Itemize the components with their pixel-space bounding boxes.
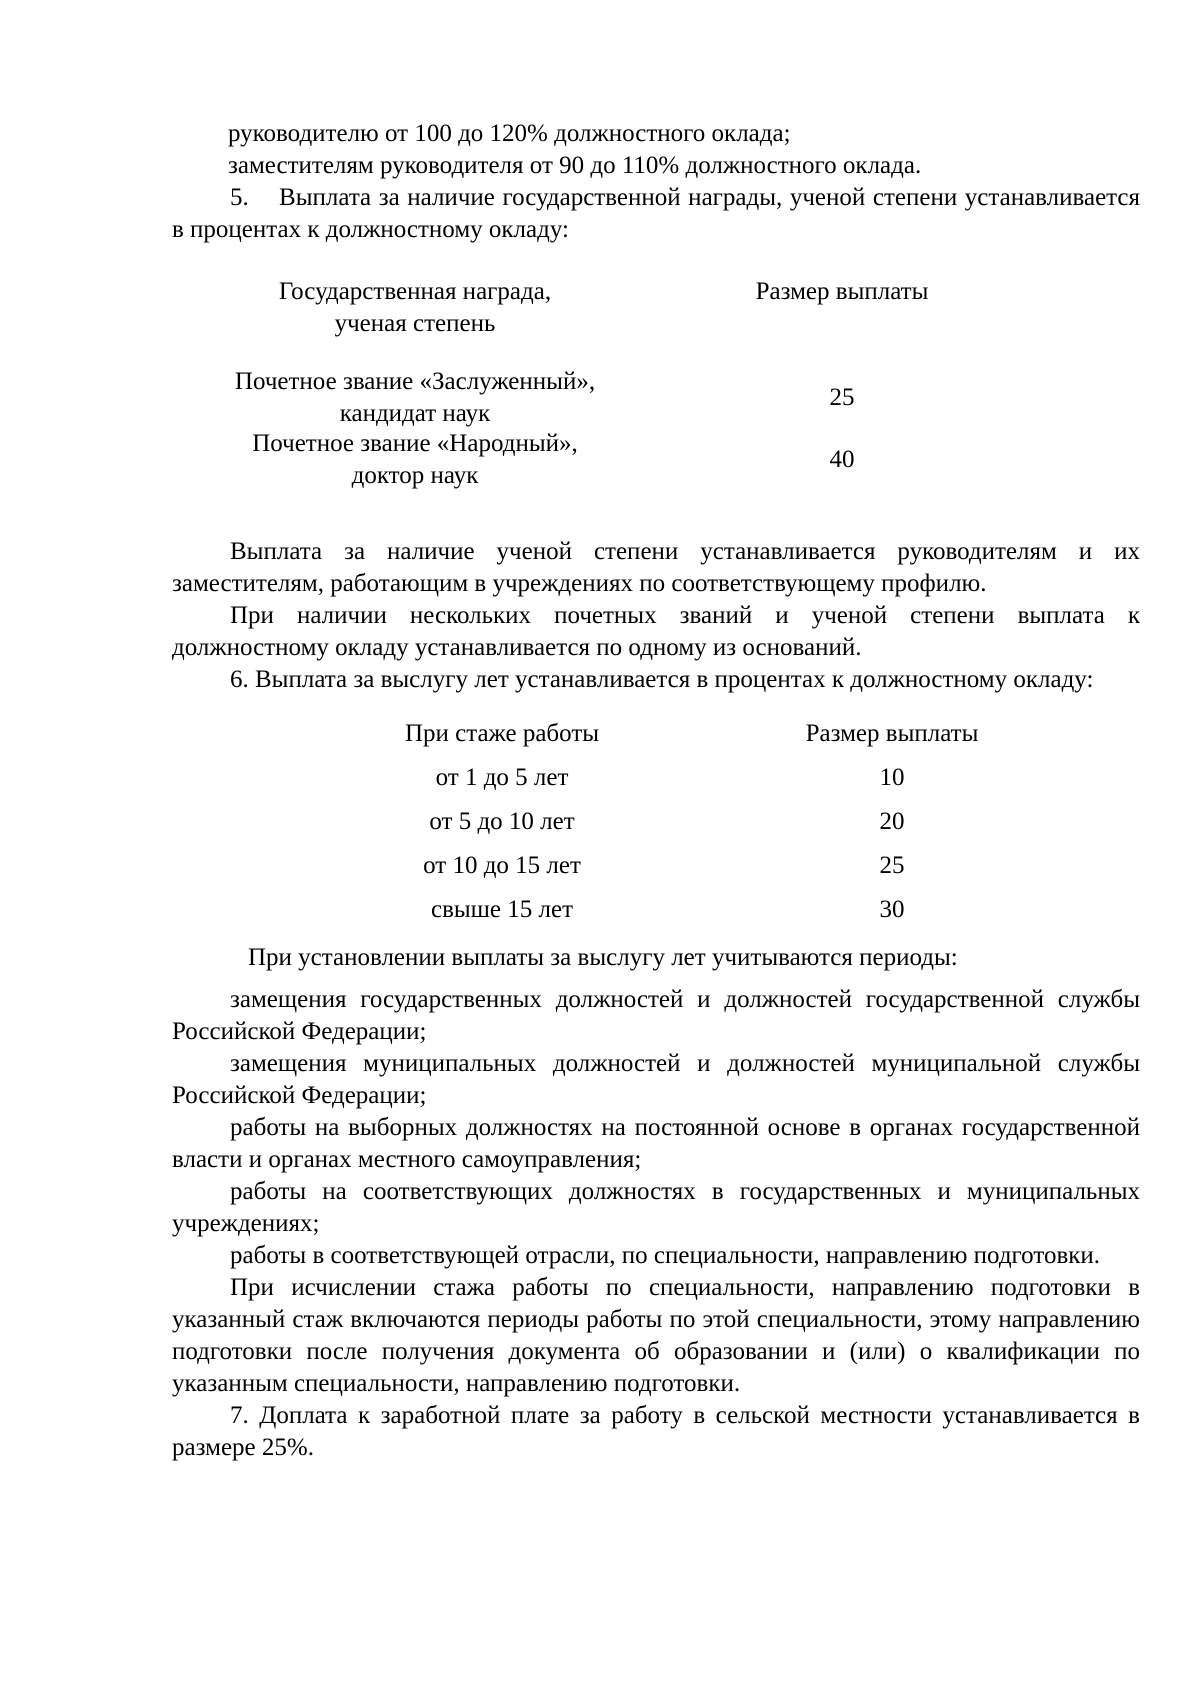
service-table-header-col1: При стаже работы [404,720,600,747]
service-table-row: от 10 до 15 лет 25 [423,852,905,879]
intro-line-deputies: заместителям руководителя от 90 до 110% должностного оклада. [228,152,922,179]
period-item: замещения муниципальных должностей и должностей муниципальной службы Российской Федерации; [172,1050,1140,1109]
awards-table-value: 25 [829,384,855,411]
period-item: работы на соответствующих должностях в государственных и муниципальных учреждениях; [172,1178,1140,1237]
period-item: замещения государственных должностей и должностей государственной службы Российской Федерации; [172,986,1140,1045]
periods-intro: При установлении выплаты за выслугу лет учитываются периоды: [248,944,958,971]
service-table-header [172,718,1140,762]
document-page [172,118,1140,1464]
degree-paragraph: Выплата за наличие ученой степени устанавливается руководителям и их заместителям, работающим в учреждениях по соответствующему профилю. [172,538,1140,597]
awards-table [172,276,1140,508]
period-item: работы на выборных должностях на постоянной основе в органах государственной власти и органах местного самоуправления; [172,1114,1140,1173]
service-table [172,718,1140,938]
awards-table-row: Почетное звание «Народный», доктор наук [252,430,578,489]
intro-line-head: руководителю от 100 до 120% должностного оклада; [228,120,791,147]
service-table-row: свыше 15 лет 30 [430,896,905,923]
awards-table-row: Почетное звание «Заслуженный», кандидат наук [234,368,596,427]
service-table-header-col2: Размер выплаты [805,720,979,747]
item-5-paragraph: 5. Выплата за наличие государственной награды, ученой степени устанавливается в процентах к должностному окладу: [172,184,1140,243]
multiple-titles-paragraph: При наличии нескольких почетных званий и ученой степени выплата к должностному окладу устанавливается по одному из оснований. [172,602,1140,661]
item-6-paragraph: 6. Выплата за выслугу лет устанавливается в процентах к должностному окладу: [230,666,1094,693]
item-7-paragraph: 7. Доплата к заработной плате за работу в сельской местности устанавливается в размере 25%. [172,1402,1140,1461]
calculation-note: При исчислении стажа работы по специальности, направлению подготовки в указанный стаж включаются периоды работы по этой специальности, этому направлению подготовки после получения документа об образовании и (или) о квалификации по указанным специальности, направлению подготовки. [172,1274,1140,1397]
period-item: работы в соответствующей отрасли, по специальности, направлению подготовки. [230,1242,1101,1269]
awards-table-header-col2: Размер выплаты [755,278,929,305]
awards-table-header-col1: Государственная награда, ученая степень [278,278,552,337]
service-table-row: от 1 до 5 лет 10 [435,764,905,791]
service-table-row: от 5 до 10 лет 20 [429,808,905,835]
awards-table-value: 40 [829,446,855,473]
